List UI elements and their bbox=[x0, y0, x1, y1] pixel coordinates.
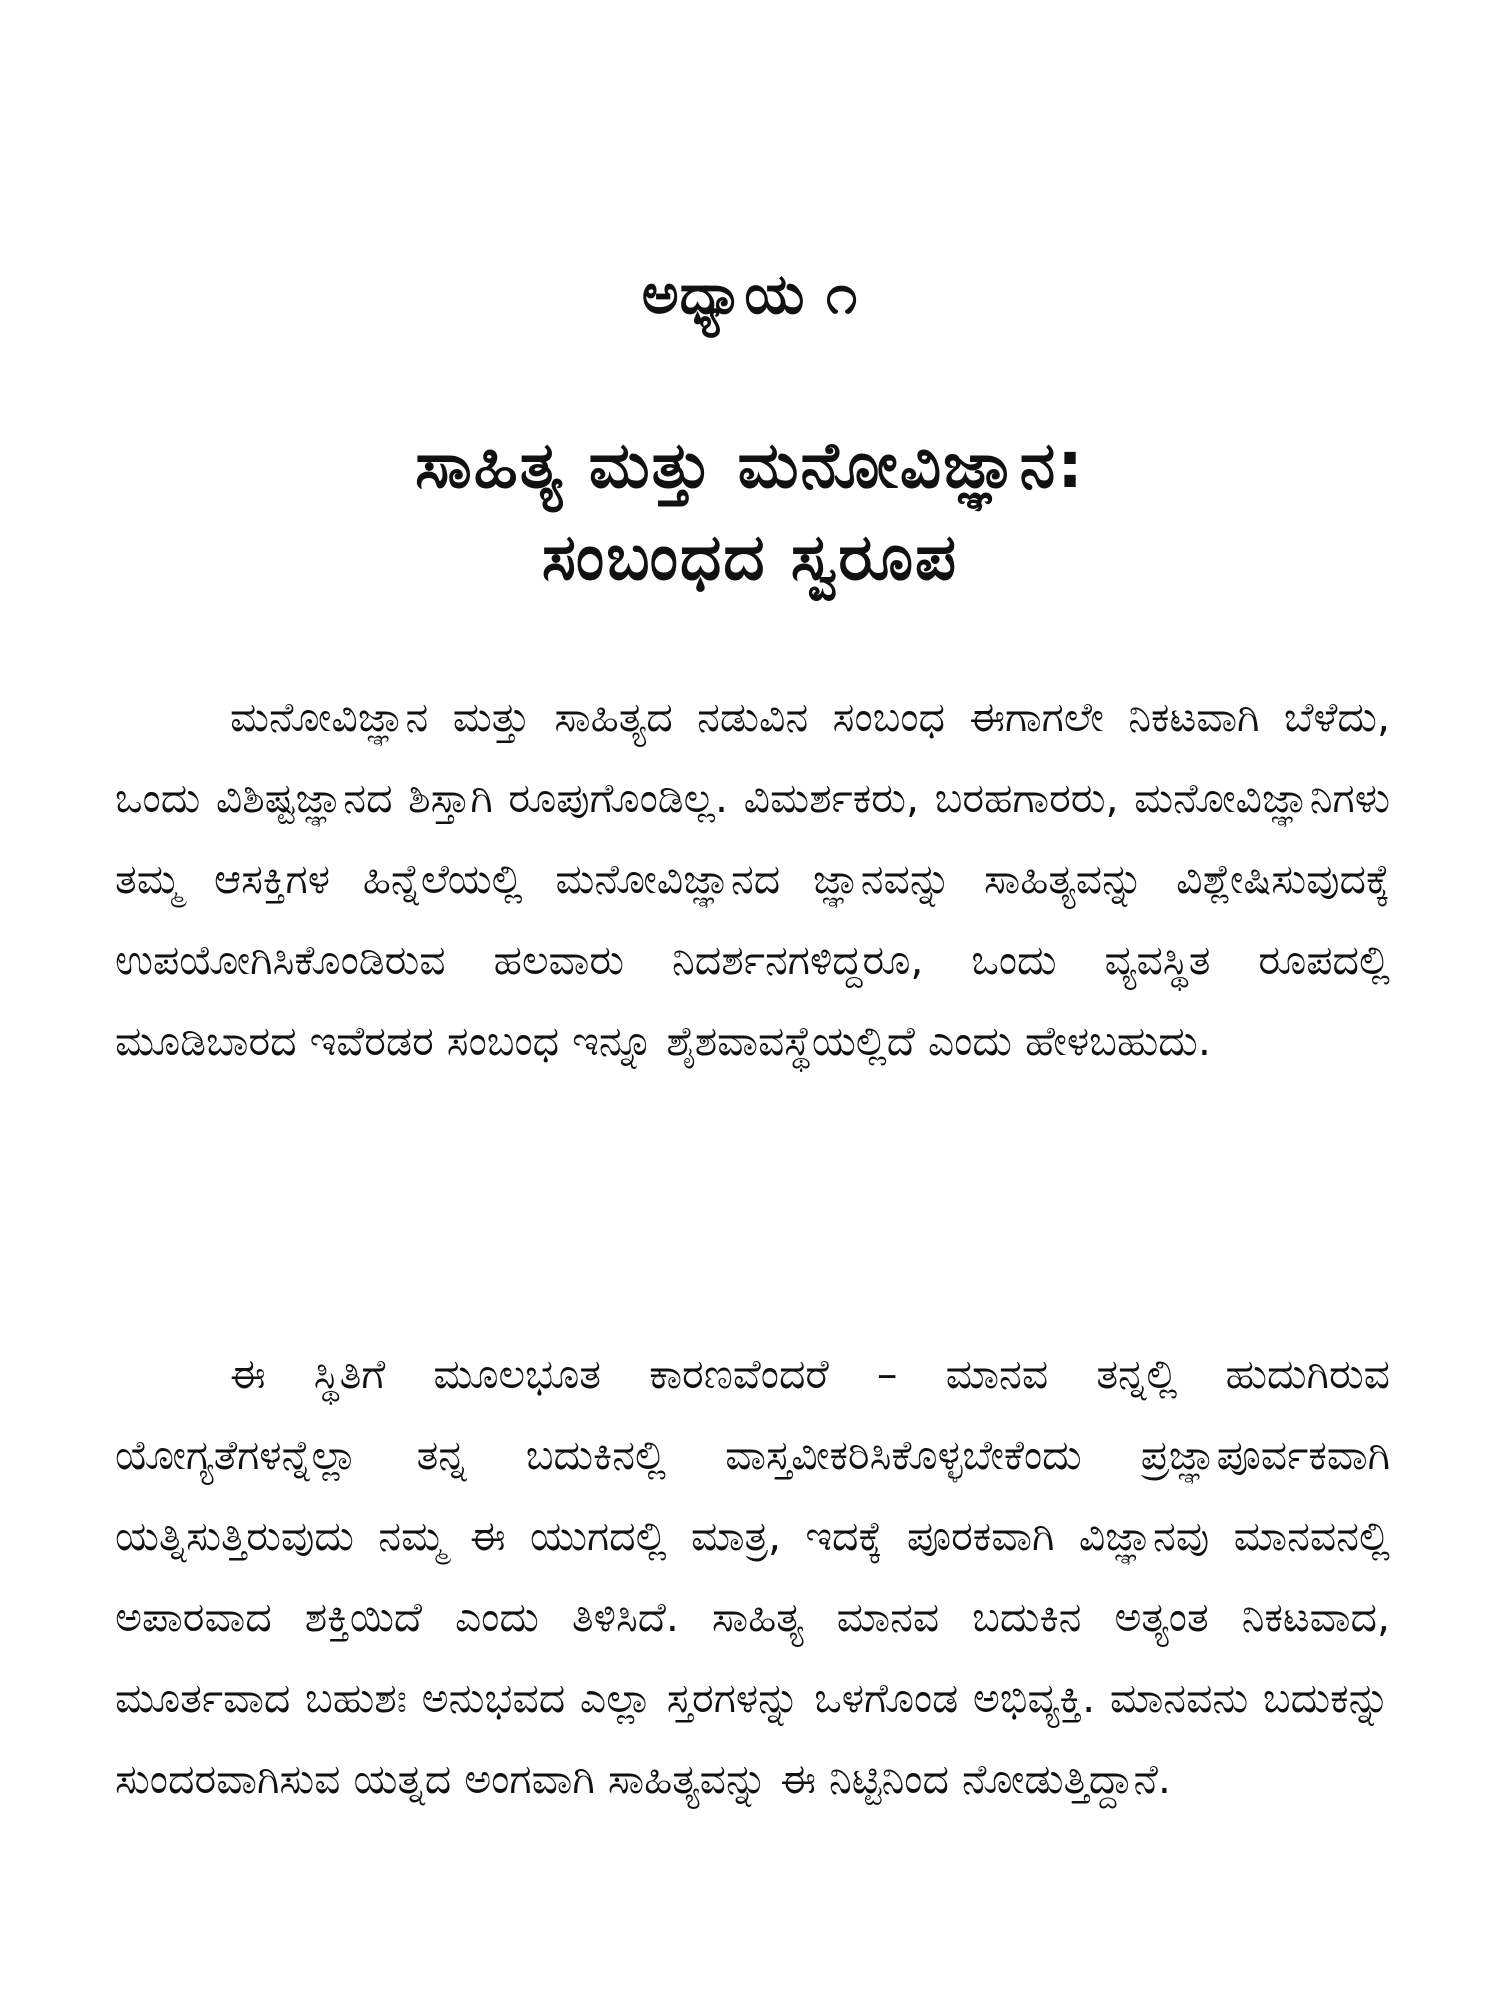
paragraph-1-text: ಮನೋವಿಜ್ಞಾನ ಮತ್ತು ಸಾಹಿತ್ಯದ ನಡುವಿನ ಸಂಬಂಧ ಈಗಾಗಲೇ ನಿಕಟವಾಗಿ ಬೆಳೆದು, ಒಂದು ವಿಶಿಷ್ಟಜ್ಞಾನದ ಶಿಸ್ತಾಗಿ ರೂಪುಗೊಂಡಿಲ್ಲ. ವಿಮರ್ಶಕರು, ಬರಹಗಾರರು, ಮನೋವಿಜ್ಞಾನಿಗಳು ತಮ್ಮ ಆಸಕ್ತಿಗಳ ಹಿನ್ನೆಲೆಯಲ್ಲಿ ಮನೋವಿಜ್ಞಾನದ ಜ್ಞಾನವನ್ನು ಸಾಹಿತ್ಯವನ್ನು ವಿಶ್ಲೇಷಿಸುವುದಕ್ಕೆ ಉಪಯೋಗಿಸಿಕೊಂಡಿರುವ ಹಲವಾರು ನಿದರ್ಶನಗಳಿದ್ದರೂ, ಒಂದು ವ್ಯವಸ್ಥಿತ ರೂಪದಲ್ಲಿ ಮೂಡಿಬಾರದ ಇವೆರಡರ ಸಂಬಂಧ ಇನ್ನೂ ಶೈಶವಾವಸ್ಥೆಯಲ್ಲಿದೆ ಎಂದು ಹೇಳಬಹುದು. bbox=[115, 693, 1390, 1065]
chapter-label: ಅಧ್ಯಾಯ ೧ bbox=[641, 262, 859, 327]
paragraph-1 bbox=[115, 677, 1390, 1082]
paragraph-2 bbox=[115, 1334, 1390, 1820]
chapter-title bbox=[0, 420, 1500, 604]
chapter-title-line-2: ಸಂಬಂಧದ ಸ್ವರೂಪ bbox=[541, 521, 959, 595]
paragraph-2-text: ಈ ಸ್ಥಿತಿಗೆ ಮೂಲಭೂತ ಕಾರಣವೆಂದರೆ – ಮಾನವ ತನ್ನಲ್ಲಿ ಹುದುಗಿರುವ ಯೋಗ್ಯತೆಗಳನ್ನೆಲ್ಲಾ ತನ್ನ ಬದುಕಿನಲ್ಲಿ ವಾಸ್ತವೀಕರಿಸಿಕೊಳ್ಳಬೇಕೆಂದು ಪ್ರಜ್ಞಾಪೂರ್ವಕವಾಗಿ ಯತ್ನಿಸುತ್ತಿರುವುದು ನಮ್ಮ ಈ ಯುಗದಲ್ಲಿ ಮಾತ್ರ, ಇದಕ್ಕೆ ಪೂರಕವಾಗಿ ವಿಜ್ಞಾನವು ಮಾನವನಲ್ಲಿ ಅಪಾರವಾದ ಶಕ್ತಿಯಿದೆ ಎಂದು ತಿಳಿಸಿದೆ. ಸಾಹಿತ್ಯ ಮಾನವ ಬದುಕಿನ ಅತ್ಯಂತ ನಿಕಟವಾದ, ಮೂರ್ತವಾದ ಬಹುಶಃ ಅನುಭವದ ಎಲ್ಲಾ ಸ್ತರಗಳನ್ನು ಒಳಗೊಂಡ ಅಭಿವ್ಯಕ್ತಿ. ಮಾನವನು ಬದುಕನ್ನು ಸುಂದರವಾಗಿಸುವ ಯತ್ನದ ಅಂಗವಾಗಿ ಸಾಹಿತ್ಯವನ್ನು ಈ ನಿಟ್ಟಿನಿಂದ ನೋಡುತ್ತಿದ್ದಾನೆ. bbox=[115, 1350, 1390, 1803]
chapter-title-line-1: ಸಾಹಿತ್ಯ ಮತ್ತು ಮನೋವಿಜ್ಞಾನ: bbox=[415, 429, 1085, 503]
